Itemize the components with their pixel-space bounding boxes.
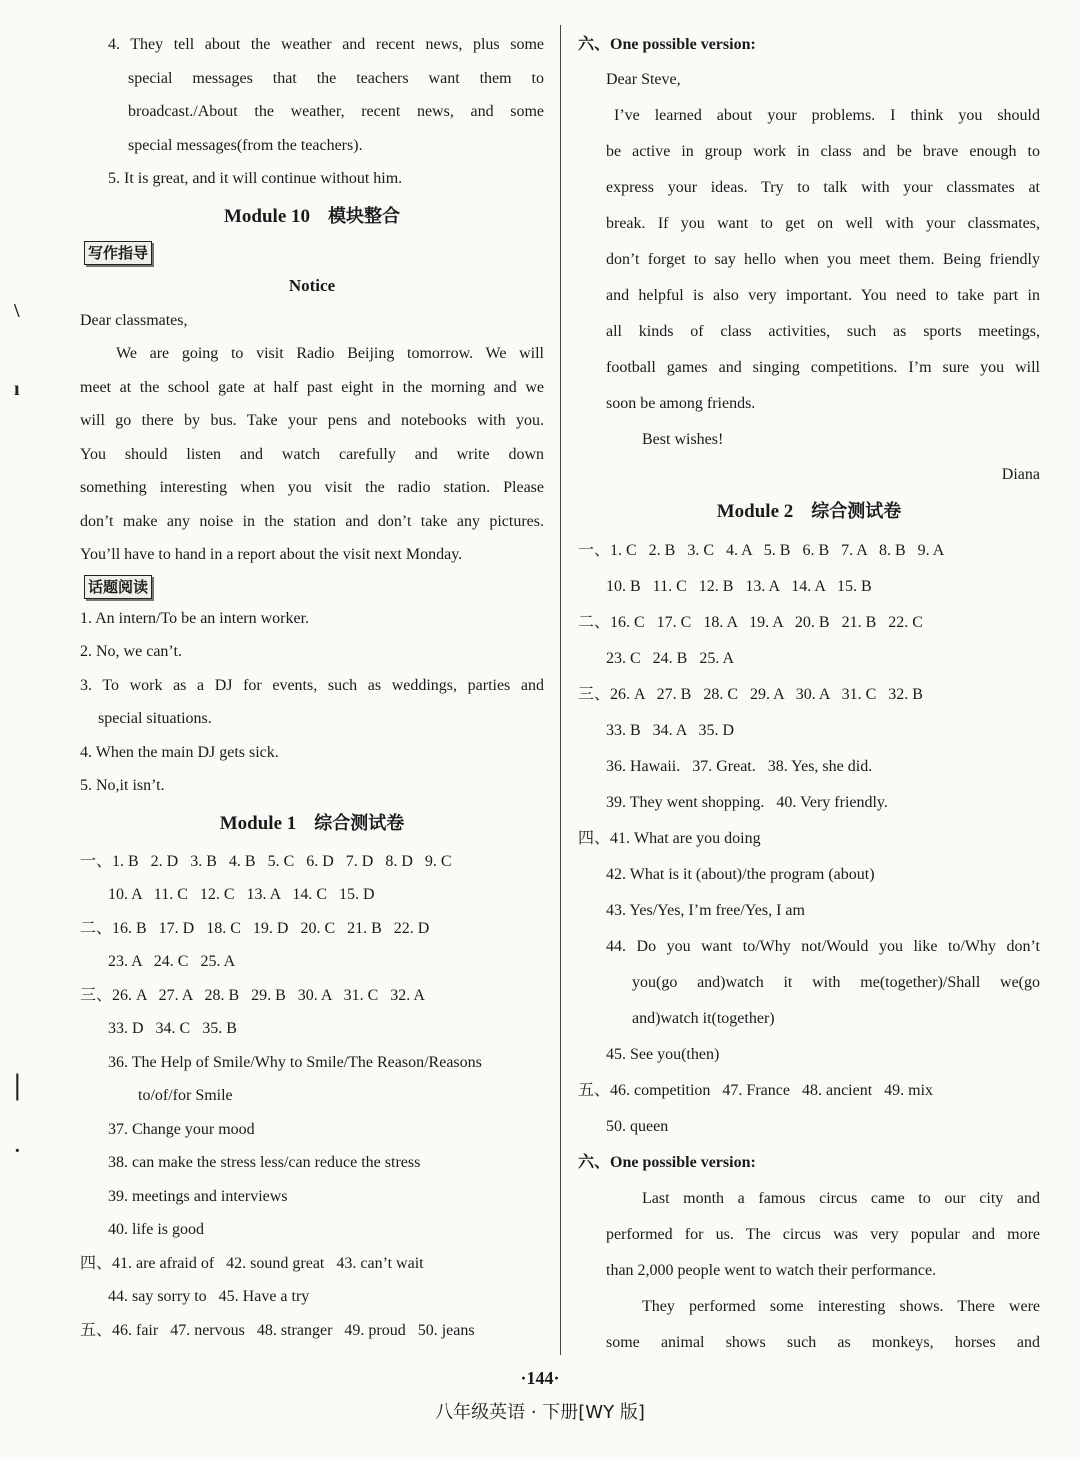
letter-closing: Best wishes! <box>642 430 724 448</box>
page-number: ·144· <box>520 1368 560 1388</box>
answer-row: 五、46. fair 47. nervous 48. stranger 49. proud 50. jeans <box>80 1321 475 1339</box>
answer-row: 42. What is it (about)/the program (about) <box>606 866 875 883</box>
answer-line: 4. When the main DJ gets sick. <box>80 743 279 761</box>
answer-row: 50. queen <box>606 1118 669 1135</box>
letter-line: and helpful is also very important. You need to take part in <box>606 286 1040 304</box>
module-subtitle: 模块整合 <box>328 205 401 227</box>
answer-row: 33. D 34. C 35. B <box>108 1020 237 1037</box>
scan-mark: | <box>14 1068 21 1101</box>
answer-row: 45. See you(then) <box>606 1046 720 1063</box>
letter-line: soon be among friends. <box>606 394 756 412</box>
letter-line: break. If you want to get on well with your classmates, <box>606 214 1040 232</box>
letter-line: express your ideas. Try to talk with your classmates at <box>606 178 1040 196</box>
answer-line: 1. An intern/To be an intern worker. <box>80 609 310 627</box>
notice-line: something interesting when you visit the radio station. Please <box>80 479 544 496</box>
essay-line: They performed some interesting shows. There were <box>642 1298 1040 1315</box>
letter-line: I’ve learned about your problems. I think you should <box>614 106 1040 124</box>
module1-heading <box>80 805 544 843</box>
answer-line: 2. No, we can’t. <box>80 643 182 660</box>
scan-mark: · <box>14 1140 21 1162</box>
essay-line: than 2,000 people went to watch their performance. <box>606 1262 937 1279</box>
module-title: Module 2 <box>716 501 794 522</box>
answer-row: 23. C 24. B 25. A <box>606 650 735 667</box>
answer-row: 39. They went shopping. 40. Very friendly. <box>606 794 888 811</box>
letter-signature: Diana <box>1001 465 1040 483</box>
essay-line: some animal shows such as monkeys, horses and <box>606 1334 1040 1351</box>
book-title: 八年级英语 · 下册[WY 版] <box>435 1402 645 1423</box>
answer-line: 5. It is great, and it will continue without him. <box>108 170 403 187</box>
notice-line: You’ll have to hand in a report about the visit next Monday. <box>80 546 463 563</box>
essay-line: performed for us. The circus was very popular and more <box>606 1226 1040 1243</box>
answer-row: 37. Change your mood <box>108 1120 255 1138</box>
answer-row: you(go and)watch it with me(together)/Shall we(go <box>632 974 1040 991</box>
answer-row: 三、26. A 27. A 28. B 29. B 30. A 31. C 32. A <box>80 986 425 1004</box>
answer-line: 3. To work as a DJ for events, such as weddings, parties and <box>80 676 544 694</box>
answer-row: 10. A 11. C 12. C 13. A 14. C 15. D <box>108 886 375 903</box>
answer-row: 二、16. B 17. D 18. C 19. D 20. C 21. B 22. D <box>80 919 430 937</box>
right-column <box>578 28 1040 1361</box>
scan-mark: \ <box>14 300 20 322</box>
answer-row: 四、41. are afraid of 42. sound great 43. can’t wait <box>80 1254 424 1272</box>
answer-row: 43. Yes/Yes, I’m free/Yes, I am <box>606 902 805 919</box>
left-column <box>80 28 544 1347</box>
answer-row: 二、16. C 17. C 18. A 19. A 20. B 21. B 22. C <box>578 614 923 631</box>
notice-greeting: Dear classmates, <box>80 311 188 329</box>
notice-line: will go there by bus. Take your pens and notebooks with you. <box>80 412 544 429</box>
answer-row: 四、41. What are you doing <box>578 830 761 847</box>
module10-heading <box>80 198 544 236</box>
answer-row: 五、46. competition 47. France 48. ancient 49. mix <box>578 1082 934 1099</box>
answer-line: 4. They tell about the weather and recent news, plus some <box>108 36 544 53</box>
answer-row: 10. B 11. C 12. B 13. A 14. A 15. B <box>606 578 872 595</box>
notice-line: don’t make any noise in the station and don’t take any pictures. <box>80 512 544 530</box>
notice-title: Notice <box>288 275 336 295</box>
answer-row: and)watch it(together) <box>632 1010 775 1027</box>
answer-row: 23. A 24. C 25. A <box>108 953 236 970</box>
answer-line: 5. No,it isn’t. <box>80 777 165 794</box>
section-head: 六、One possible version: <box>578 36 756 53</box>
answer-row: 一、1. C 2. B 3. C 4. A 5. B 6. B 7. A 8. B 9. A <box>578 542 945 559</box>
answer-line: broadcast./About the weather, recent news, and some <box>128 103 544 120</box>
module-subtitle: 综合测试卷 <box>314 812 405 834</box>
section-head: 六、One possible version: <box>578 1154 756 1171</box>
answer-row: 36. The Help of Smile/Why to Smile/The Reason/Reasons <box>108 1053 482 1071</box>
notice-line: You should listen and watch carefully and write down <box>80 445 544 463</box>
answer-line: special messages(from the teachers). <box>128 136 363 154</box>
column-divider <box>560 25 561 1355</box>
notice-line: We are going to visit Radio Beijing tomorrow. We will <box>116 345 544 362</box>
answer-row: 44. say sorry to 45. Have a try <box>108 1288 310 1305</box>
answer-row: 三、26. A 27. B 28. C 29. A 30. A 31. C 32. B <box>578 686 923 703</box>
module2-heading <box>578 493 1040 531</box>
answer-row: 44. Do you want to/Why not/Would you like to/Why don’t <box>606 938 1040 955</box>
section-label-writing: 写作指导 <box>84 241 152 265</box>
essay-line: Last month a famous circus came to our city and <box>642 1190 1040 1207</box>
answer-row: 36. Hawaii. 37. Great. 38. Yes, she did. <box>606 758 873 775</box>
answer-row: 一、1. B 2. D 3. B 4. B 5. C 6. D 7. D 8. D 9. C <box>80 852 452 870</box>
section-label-reading: 话题阅读 <box>84 575 152 599</box>
letter-line: all kinds of class activities, such as sports meetings, <box>606 322 1040 340</box>
letter-greeting: Dear Steve, <box>606 70 681 88</box>
answer-row: to/of/for Smile <box>138 1087 233 1104</box>
letter-line: football games and singing competitions. I’m sure you will <box>606 358 1040 376</box>
notice-line: meet at the school gate at half past eight in the morning and we <box>80 378 544 396</box>
answer-line: special messages that the teachers want them to <box>128 69 544 87</box>
letter-line: don’t forget to say hello when you meet them. Being friendly <box>606 250 1040 268</box>
module-subtitle: 综合测试卷 <box>811 501 902 522</box>
answer-row: 33. B 34. A 35. D <box>606 722 735 739</box>
module-title: Module 10 <box>223 205 311 227</box>
answer-line: special situations. <box>98 710 212 727</box>
scan-mark: ı <box>14 378 20 400</box>
module-title: Module 1 <box>219 812 297 834</box>
answer-row: 38. can make the stress less/can reduce the stress <box>108 1154 421 1171</box>
letter-line: be active in group work in class and be brave enough to <box>606 142 1040 160</box>
answer-row: 40. life is good <box>108 1221 204 1238</box>
answer-row: 39. meetings and interviews <box>108 1187 288 1205</box>
